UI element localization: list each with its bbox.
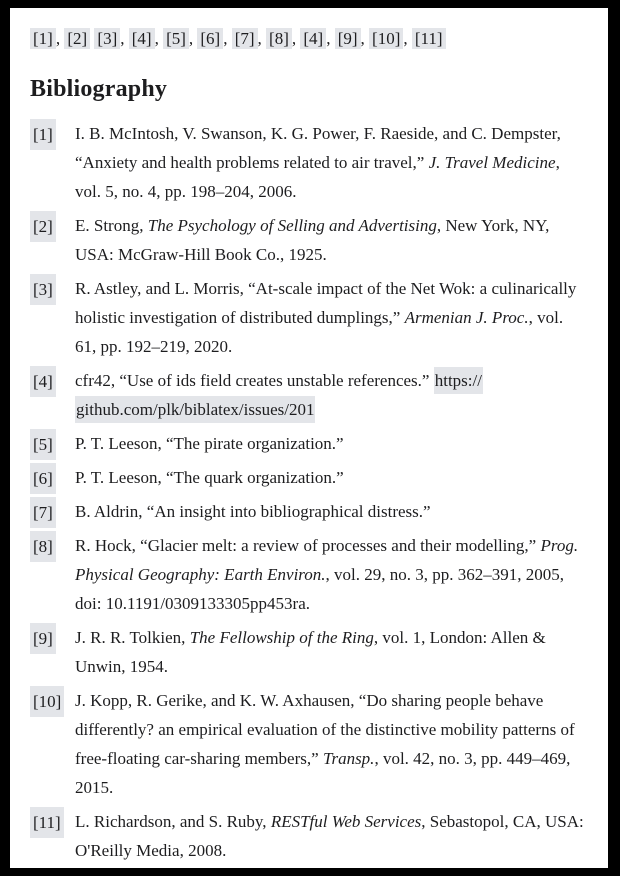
bib-entry-span: , vol. 42, no. 3, pp. 449–469, 2015. [75, 748, 571, 797]
bibliography-list [30, 119, 588, 865]
bib-entry-url[interactable]: https:// [434, 367, 483, 394]
bib-entry-span: , New York, NY, USA: McGraw-Hill Book Co., 1925. [75, 215, 550, 264]
bib-entry [30, 531, 588, 618]
bib-entry-label[interactable]: [1] [30, 119, 56, 150]
bib-entry-label[interactable]: [11] [30, 807, 64, 838]
citation-ref[interactable]: [7] [232, 28, 258, 49]
bib-entry-text [75, 536, 578, 613]
bib-entry-span: , vol. 1, London: Allen & Unwin, 1954. [75, 627, 546, 676]
bib-entry [30, 429, 588, 458]
bib-entry-label[interactable]: [7] [30, 497, 56, 528]
bib-entry-span: , vol. 5, no. 4, pp. 198–204, 2006. [75, 152, 560, 201]
citation-ref[interactable]: [4] [129, 28, 155, 49]
citation-line [30, 24, 588, 53]
bib-entry-text [75, 468, 344, 487]
bib-entry-span: J. R. R. Tolkien, [75, 627, 190, 647]
bib-entry [30, 463, 588, 492]
bib-entry [30, 274, 588, 361]
bib-entry-text [75, 502, 431, 521]
bib-entry [30, 623, 588, 681]
bib-title-italic: J. Travel Medicine [428, 152, 556, 172]
bib-entry-span: P. T. Leeson, “The quark organization.” [75, 467, 344, 487]
citation-ref[interactable]: [5] [163, 28, 189, 49]
bib-entry [30, 211, 588, 269]
bib-entry [30, 366, 588, 424]
citation-ref[interactable]: [6] [197, 28, 223, 49]
bib-title-italic: The Psychology of Selling and Advertising [147, 215, 437, 235]
citation-separator: , [55, 29, 65, 48]
citation-ref[interactable]: [11] [412, 28, 446, 49]
bib-entry-span: , Sebastopol, CA, USA: O'Reilly Media, 2008. [75, 811, 584, 860]
bib-entry-span: cfr42, “Use of ids field creates unstable references.” [75, 370, 434, 390]
citation-separator: , [291, 29, 301, 48]
bib-title-italic: Armenian J. Proc. [404, 307, 529, 327]
citation-separator: , [326, 29, 335, 48]
bib-entry-text [75, 691, 575, 797]
bib-entry-span: P. T. Leeson, “The pirate organization.” [75, 433, 344, 453]
bib-entry-label[interactable]: [5] [30, 429, 56, 460]
bib-entry [30, 807, 588, 865]
citation-separator: , [120, 29, 129, 48]
bib-entry-span: R. Astley, and L. Morris, “At-scale impact of the Net Wok: a culinarically holistic investigation of distributed dumplings,” [75, 278, 577, 327]
bib-entry-label[interactable]: [9] [30, 623, 56, 654]
citation-separator: , [188, 29, 198, 48]
bib-entry-span: E. Strong, [75, 215, 148, 235]
bib-entry-label[interactable]: [4] [30, 366, 56, 397]
bib-entry [30, 497, 588, 526]
bib-entry-text [75, 279, 576, 356]
citation-ref[interactable]: [8] [266, 28, 292, 49]
bib-entry [30, 119, 588, 206]
bib-entry-span: J. Kopp, R. Gerike, and K. W. Axhausen, “Do sharing people behave differently? an empirical evaluation of the distinctive mobility patterns of free-floating car-sharing members,” [75, 690, 575, 768]
bib-entry-label[interactable]: [3] [30, 274, 56, 305]
citation-separator: , [154, 29, 164, 48]
citation-ref[interactable]: [1] [30, 28, 56, 49]
citation-ref[interactable]: [3] [94, 28, 120, 49]
citation-separator: , [257, 29, 267, 48]
bib-entry-span: L. Richardson, and S. Ruby, [75, 811, 271, 831]
citation-ref[interactable]: [9] [335, 28, 361, 49]
bib-entry-span: , vol. 29, no. 3, pp. 362–391, 2005, doi: 10.1191/0309133305pp453ra. [75, 564, 565, 613]
citation-ref[interactable]: [4] [300, 28, 326, 49]
bib-entry-label[interactable]: [2] [30, 211, 56, 242]
bib-title-italic: RESTful Web Services [270, 811, 422, 831]
bib-title-italic: The Fellowship of the Ring [189, 627, 374, 647]
bib-entry-label[interactable]: [6] [30, 463, 56, 494]
bib-entry-text [75, 216, 549, 264]
bibliography-heading: Bibliography [30, 76, 168, 102]
bib-title-italic: Transp. [322, 748, 375, 768]
bib-entry-text [75, 371, 483, 419]
bib-entry [30, 686, 588, 802]
citation-separator: , [360, 29, 370, 48]
bib-entry-text [75, 124, 561, 201]
bib-entry-url[interactable]: github.com/plk/biblatex/issues/201 [75, 396, 315, 423]
bib-entry-label[interactable]: [10] [30, 686, 64, 717]
bib-entry-span: I. B. McIntosh, V. Swanson, K. G. Power, F. Raeside, and C. Dempster, “Anxiety and health problems related to air travel,” [75, 123, 561, 172]
bib-entry-text [75, 434, 344, 453]
bib-entry-span: R. Hock, “Glacier melt: a review of processes and their modelling,” [75, 535, 541, 555]
citation-separator: , [223, 29, 232, 48]
bib-entry-text [75, 628, 546, 676]
citation-separator: , [403, 29, 412, 48]
citation-ref[interactable]: [10] [369, 28, 403, 49]
bib-title-italic: Prog. Physical Geography: Earth Environ. [75, 535, 579, 584]
page-content [10, 8, 608, 865]
citation-ref[interactable]: [2] [64, 28, 90, 49]
bib-entry-span: , vol. 61, pp. 192–219, 2020. [75, 307, 564, 356]
bib-entry-label[interactable]: [8] [30, 531, 56, 562]
document-page [10, 8, 608, 868]
bib-entry-span: B. Aldrin, “An insight into bibliographical distress.” [75, 501, 431, 521]
bib-entry-text [75, 812, 584, 860]
